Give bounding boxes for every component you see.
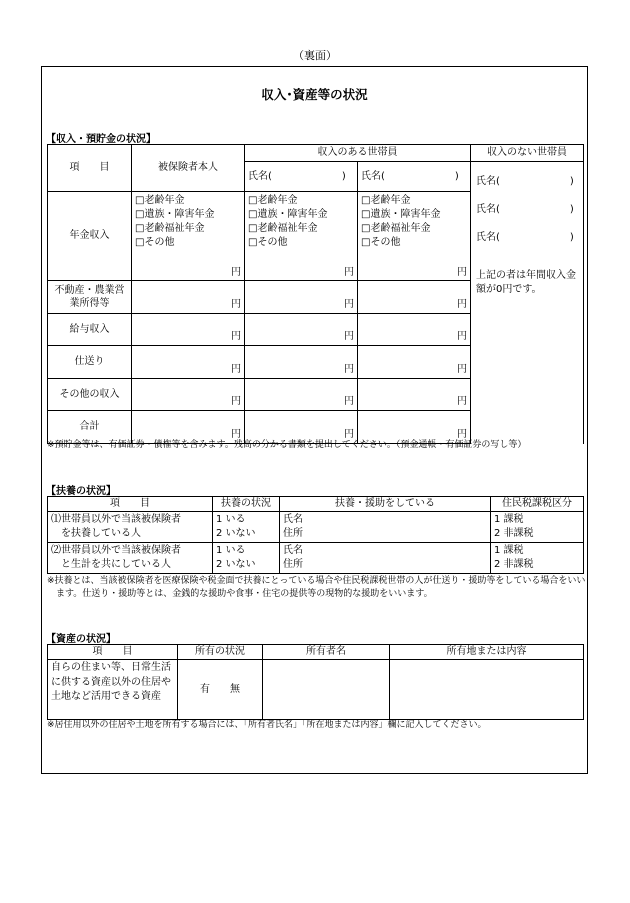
pension-member-1[interactable] [245, 192, 358, 281]
no-income-name-2[interactable]: 氏名( ) [476, 204, 574, 215]
support-status-2[interactable] [213, 543, 280, 574]
pension-option[interactable]: □老齢福祉年金 [248, 223, 318, 234]
pension-option[interactable]: □遺族・障害年金 [135, 209, 215, 220]
yen-unit[interactable]: 円 [245, 346, 358, 379]
pension-option[interactable]: □その他 [248, 237, 288, 248]
assets-location-field[interactable] [390, 660, 584, 720]
h-no-income: 収入のない世帯員 [471, 145, 584, 162]
pension-option[interactable]: □遺族・障害年金 [248, 209, 328, 220]
no-income-cell [471, 162, 584, 411]
support-address: 住所 [283, 559, 303, 570]
pension-option[interactable]: □老齢福祉年金 [135, 223, 205, 234]
yen-unit[interactable]: 円 [245, 314, 358, 346]
pension-option[interactable]: □遺族・障害年金 [361, 209, 441, 220]
income-section-heading: 【収入・預貯金の状況】 [46, 134, 156, 145]
support-section-heading: 【扶養の状況】 [46, 486, 116, 497]
yen-unit: 円 [344, 267, 354, 278]
yen-unit[interactable]: 円 [245, 379, 358, 411]
yen-unit[interactable]: 円 [245, 281, 358, 314]
support-opt-no[interactable]: 2 いない [216, 559, 256, 570]
support-address: 住所 [283, 528, 303, 539]
support-person-1[interactable] [280, 512, 491, 543]
support-item-1: ⑴世帯員以外で当該被保険者 を扶養している人 [48, 512, 213, 543]
income-note: ※預貯金等は、有価証券・債権等を含みます。残高の分かる書類を提出してください。（預金通帳・有価証券の写し等） [47, 440, 527, 450]
yen-unit[interactable]: 円 [358, 314, 471, 346]
yen-unit[interactable]: 円 [358, 379, 471, 411]
pension-self[interactable] [132, 192, 245, 281]
tax-opt-untaxed[interactable]: 2 非課税 [494, 559, 534, 570]
no-income-name-3[interactable]: 氏名( ) [476, 232, 574, 243]
tax-opt-taxed[interactable]: 1 課税 [494, 545, 524, 556]
yen-unit[interactable]: 円 [358, 346, 471, 379]
h-item: 項 目 [48, 145, 132, 192]
form-title: 収入･資産等の状況 [261, 87, 368, 102]
assets-item: 自らの住まい等、日常生活に供する資産以外の住居や土地など活用できる資産 [48, 660, 178, 720]
assets-owner-field[interactable] [263, 660, 390, 720]
support-h-person: 扶養・援助をしている [280, 497, 491, 512]
pension-option[interactable]: □その他 [135, 237, 175, 248]
support-opt-no[interactable]: 2 いない [216, 528, 256, 539]
support-h-status: 扶養の状況 [213, 497, 280, 512]
assets-section-heading: 【資産の状況】 [46, 634, 116, 645]
form-frame [41, 66, 588, 774]
pension-member-2[interactable] [358, 192, 471, 281]
zero-income-note: 上記の者は年間収入金額が0円です。 [476, 270, 576, 295]
pension-label: 年金収入 [48, 192, 132, 281]
yen-unit[interactable]: 円 [132, 379, 245, 411]
pension-option[interactable]: □老齢年金 [135, 195, 185, 206]
yen-unit[interactable]: 円 [358, 281, 471, 314]
support-name: 氏名 [283, 545, 303, 556]
support-tax-1[interactable] [491, 512, 584, 543]
assets-h-location: 所有地または内容 [390, 645, 584, 660]
support-h-tax: 住民税課税区分 [491, 497, 584, 512]
support-tax-2[interactable] [491, 543, 584, 574]
yen-unit[interactable]: 円 [132, 346, 245, 379]
pension-option[interactable]: □老齢年金 [248, 195, 298, 206]
income-table [47, 144, 584, 444]
yen-unit[interactable]: 円 [132, 314, 245, 346]
assets-status[interactable]: 有 無 [178, 660, 263, 720]
assets-table [47, 644, 584, 720]
pension-option[interactable]: □その他 [361, 237, 401, 248]
tax-opt-untaxed[interactable]: 2 非課税 [494, 528, 534, 539]
yen-unit[interactable]: 円 [358, 411, 471, 443]
yen-unit: 円 [457, 267, 467, 278]
member-name-field-1[interactable]: 氏名( ) [245, 162, 358, 192]
row-label-allowance: 仕送り [48, 346, 132, 379]
support-note: ※扶養とは、当該被保険者を医療保険や税金面で扶養にとっている場合や住民税課税世帯の人が仕送り・援助等をしている場合をいいます。仕送り・援助等とは、金銭的な援助や食事・住宅の提供等の現物的な援助をいいます。 [47, 576, 586, 599]
support-h-item: 項 目 [48, 497, 213, 512]
row-label-total: 合計 [48, 411, 132, 443]
assets-h-item: 項 目 [48, 645, 178, 660]
support-name: 氏名 [283, 514, 303, 525]
h-self: 被保険者本人 [132, 145, 245, 192]
no-income-name-1[interactable]: 氏名( ) [476, 176, 574, 187]
yen-unit: 円 [231, 267, 241, 278]
yen-unit[interactable]: 円 [245, 411, 358, 443]
support-item-2: ⑵世帯員以外で当該被保険者 と生計を共にしている人 [48, 543, 213, 574]
pension-option[interactable]: □老齢年金 [361, 195, 411, 206]
support-table [47, 496, 584, 574]
support-opt-yes[interactable]: 1 いる [216, 514, 246, 525]
yen-unit[interactable]: 円 [132, 281, 245, 314]
support-person-2[interactable] [280, 543, 491, 574]
member-name-field-2[interactable]: 氏名( ) [358, 162, 471, 192]
support-status-1[interactable] [213, 512, 280, 543]
assets-h-owner: 所有者名 [263, 645, 390, 660]
yen-unit[interactable]: 円 [132, 411, 245, 443]
assets-h-status: 所有の状況 [178, 645, 263, 660]
row-label-salary: 給与収入 [48, 314, 132, 346]
assets-note: ※居住用以外の住居や土地を所有する場合には、「所有者氏名」「所在地または内容」欄に記入してください。 [47, 720, 487, 730]
support-opt-yes[interactable]: 1 いる [216, 545, 246, 556]
pension-option[interactable]: □老齢福祉年金 [361, 223, 431, 234]
row-label-other-income: その他の収入 [48, 379, 132, 411]
page-side-label: （裏面） [293, 49, 337, 62]
h-with-income: 収入のある世帯員 [245, 145, 471, 162]
row-label-real-estate: 不動産・農業営業所得等 [48, 281, 132, 314]
tax-opt-taxed[interactable]: 1 課税 [494, 514, 524, 525]
